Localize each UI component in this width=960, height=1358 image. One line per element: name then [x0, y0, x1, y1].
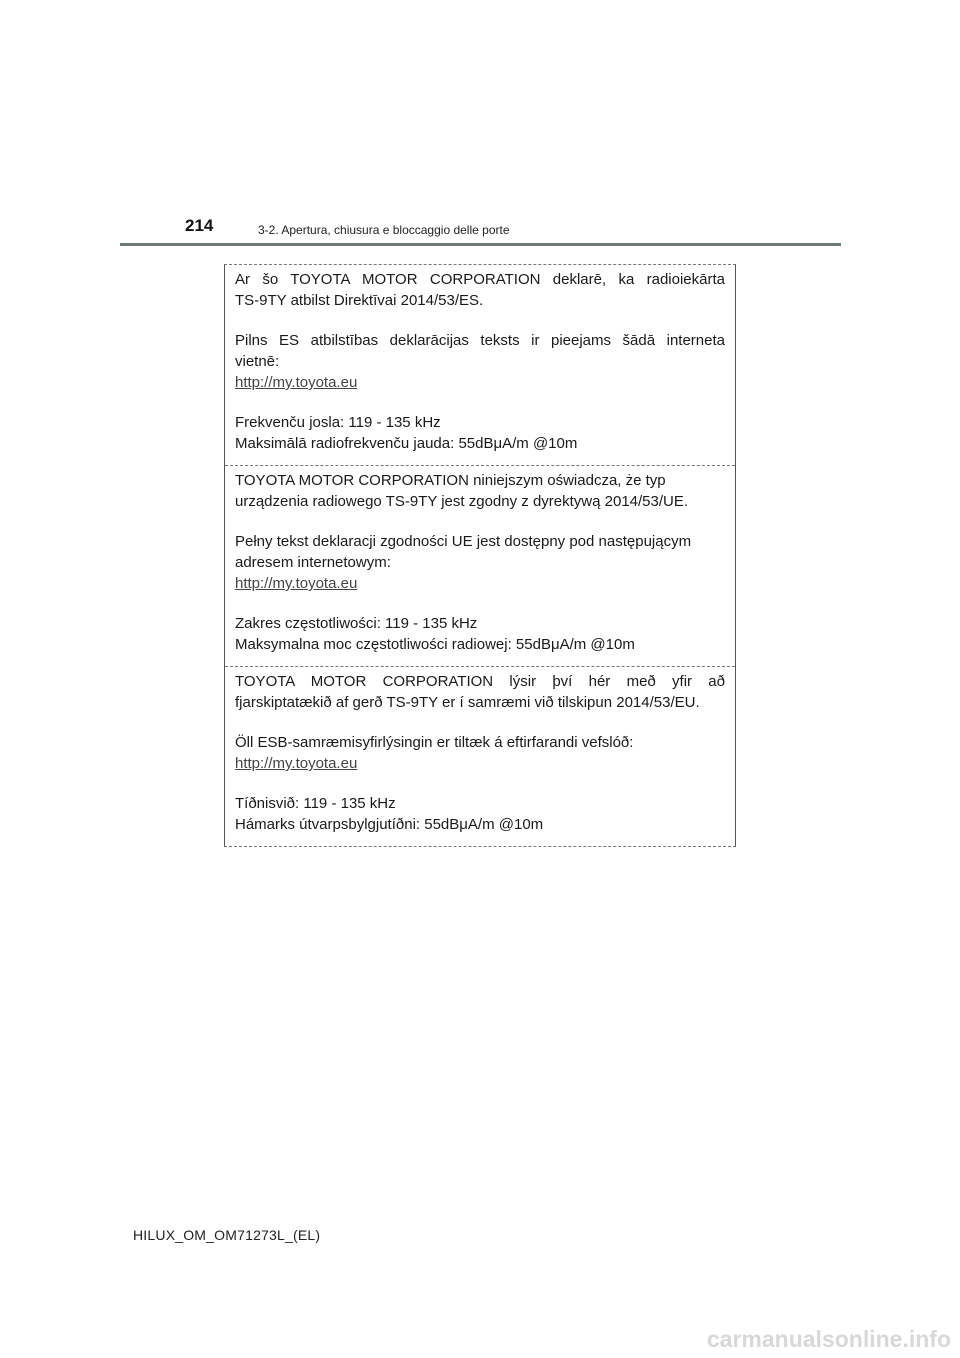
spec-paragraph [235, 793, 725, 835]
declaration-line: urządzenia radiowego TS-9TY jest zgodny z dyrektywą 2014/53/UE. [235, 493, 689, 510]
fulltext-line: Öll ESB-samræmisyfirlýsingin er tiltæk á eftirfarandi vefslóð: [235, 734, 634, 751]
spec-paragraph [235, 412, 725, 454]
declaration-line: TS-9TY atbilst Direktīvai 2014/53/ES. [235, 292, 484, 309]
max-power: Hámarks útvarpsbylgjutíðni: 55dBμA/m @10m [235, 816, 544, 833]
declaration-url-link[interactable]: http://my.toyota.eu [235, 755, 358, 772]
frequency-band: Frekvenču josla: 119 - 135 kHz [235, 414, 441, 431]
max-power: Maksimālā radiofrekvenču jauda: 55dBμA/m @10m [235, 435, 578, 452]
max-power: Maksymalna moc częstotliwości radiowej: 55dBμA/m @10m [235, 636, 635, 653]
declaration-block-lv [225, 265, 735, 466]
fulltext-line: vietnē: [235, 353, 280, 370]
declaration-block-is [225, 667, 735, 846]
fulltext-paragraph [235, 330, 725, 393]
declaration-paragraph [235, 269, 725, 311]
declaration-line: TOYOTA MOTOR CORPORATION niniejszym oświadcza, że typ [235, 472, 666, 489]
frequency-band: Tíðnisvið: 119 - 135 kHz [235, 795, 396, 812]
declaration-url-link[interactable]: http://my.toyota.eu [235, 374, 358, 391]
declaration-block-pl [225, 466, 735, 667]
declaration-line: fjarskiptatækið af gerð TS-9TY er í samræmi við tilskipun 2014/53/EU. [235, 694, 700, 711]
fulltext-line: Pełny tekst deklaracji zgodności UE jest dostępny pod następującym [235, 533, 692, 550]
section-title: 3-2. Apertura, chiusura e bloccaggio delle porte [258, 223, 510, 237]
declaration-paragraph [235, 470, 725, 512]
site-watermark: carmanualsonline.info [706, 1326, 951, 1352]
declaration-line: TOYOTA MOTOR CORPORATION lýsir því hér með yfir að [235, 673, 725, 690]
declaration-box [224, 264, 736, 847]
fulltext-line: adresem internetowym: [235, 554, 391, 571]
fulltext-line: Pilns ES atbilstības deklarācijas teksts ir pieejams šādā interneta [235, 332, 725, 349]
spec-paragraph [235, 613, 725, 655]
frequency-band: Zakres częstotliwości: 119 - 135 kHz [235, 615, 478, 632]
fulltext-paragraph [235, 531, 725, 594]
fulltext-paragraph [235, 732, 725, 774]
declaration-line: Ar šo TOYOTA MOTOR CORPORATION deklarē, ka radioiekārta [235, 271, 725, 288]
declaration-paragraph [235, 671, 725, 713]
declaration-url-link[interactable]: http://my.toyota.eu [235, 575, 358, 592]
header-rule [120, 243, 841, 246]
page-number: 214 [185, 216, 214, 235]
page-header [0, 0, 960, 250]
document-code: HILUX_OM_OM71273L_(EL) [133, 1227, 321, 1243]
